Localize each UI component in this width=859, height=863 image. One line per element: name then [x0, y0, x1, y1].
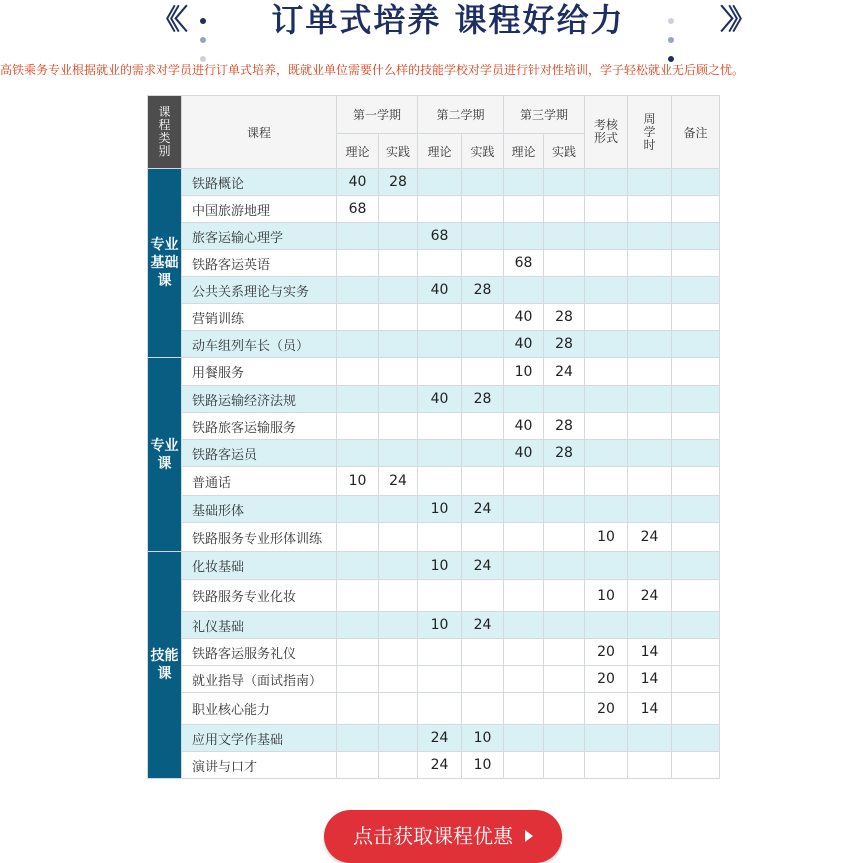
cell-t2: [418, 523, 462, 552]
cell-hours: [628, 440, 672, 467]
cell-exam: [585, 331, 628, 358]
cell-p1: [379, 639, 418, 666]
cell-t3: [504, 666, 544, 693]
cell-hours: [628, 725, 672, 752]
course-name: 铁路客运员: [182, 440, 337, 467]
cell-t1: [337, 693, 379, 725]
table-row: [148, 223, 720, 250]
cell-p2: [462, 250, 504, 277]
cell-t2: [418, 467, 462, 496]
cell-exam: [585, 304, 628, 331]
table-row: [148, 639, 720, 666]
course-name: 铁路服务专业化妆: [182, 580, 337, 612]
cell-p1: [379, 386, 418, 413]
cell-hours: [628, 196, 672, 223]
header-term-3: 第三学期: [504, 96, 585, 134]
cell-t3: [504, 725, 544, 752]
cell-p2: 28: [462, 277, 504, 304]
cell-p3: [544, 666, 585, 693]
cell-p1: [379, 250, 418, 277]
cell-exam: [585, 196, 628, 223]
table-row: [148, 250, 720, 277]
cell-remark: [672, 304, 720, 331]
table-row: [148, 196, 720, 223]
cell-remark: [672, 580, 720, 612]
table-row: [148, 552, 720, 580]
cell-t1: [337, 639, 379, 666]
cell-p3: [544, 496, 585, 523]
cell-p1: [379, 413, 418, 440]
cell-p1: [379, 358, 418, 386]
get-course-discount-button[interactable]: [324, 810, 562, 863]
cell-p1: [379, 580, 418, 612]
table-row: [148, 304, 720, 331]
cell-p2: 10: [462, 752, 504, 779]
cell-p1: [379, 523, 418, 552]
cell-exam: [585, 223, 628, 250]
cell-p2: [462, 331, 504, 358]
cell-p3: [544, 250, 585, 277]
cell-p2: [462, 358, 504, 386]
course-name: 普通话: [182, 467, 337, 496]
cell-remark: [672, 693, 720, 725]
cell-hours: [628, 552, 672, 580]
cell-t1: [337, 331, 379, 358]
cell-p3: [544, 467, 585, 496]
cell-remark: [672, 552, 720, 580]
cell-p1: [379, 223, 418, 250]
cell-exam: 10: [585, 523, 628, 552]
cell-t1: [337, 250, 379, 277]
category-cell: 专业基础课: [148, 169, 182, 358]
cell-hours: [628, 386, 672, 413]
course-name: 应用文学作基础: [182, 725, 337, 752]
cell-remark: [672, 250, 720, 277]
cell-t1: [337, 666, 379, 693]
cell-t3: [504, 386, 544, 413]
cell-p3: 28: [544, 413, 585, 440]
cell-p3: [544, 752, 585, 779]
table-row: [148, 358, 720, 386]
cell-remark: [672, 467, 720, 496]
cell-hours: [628, 612, 672, 639]
double-chevron-right-icon: 〉》: [720, 3, 751, 36]
cell-p3: [544, 196, 585, 223]
cell-remark: [672, 169, 720, 196]
course-name: 基础形体: [182, 496, 337, 523]
cell-remark: [672, 223, 720, 250]
cell-t3: 10: [504, 358, 544, 386]
header-practice: 实践: [544, 134, 585, 169]
cell-t2: [418, 250, 462, 277]
cell-hours: [628, 496, 672, 523]
cell-t1: [337, 358, 379, 386]
cell-exam: [585, 752, 628, 779]
header-term-1: 第一学期: [337, 96, 418, 134]
course-name: 就业指导（面试指南）: [182, 666, 337, 693]
cell-t3: 68: [504, 250, 544, 277]
cell-t1: [337, 440, 379, 467]
header-theory: 理论: [337, 134, 379, 169]
page-title: 订单式培养 课程好给力: [271, 1, 625, 39]
cell-t1: [337, 496, 379, 523]
cell-t2: [418, 666, 462, 693]
course-name: 铁路运输经济法规: [182, 386, 337, 413]
cell-hours: 14: [628, 639, 672, 666]
cell-t3: [504, 496, 544, 523]
cell-exam: 20: [585, 666, 628, 693]
cell-exam: 20: [585, 639, 628, 666]
course-schedule-table: [147, 95, 720, 779]
cell-t1: [337, 725, 379, 752]
cell-p2: [462, 693, 504, 725]
cell-p2: [462, 196, 504, 223]
table-row: [148, 386, 720, 413]
cell-t2: 24: [418, 725, 462, 752]
cell-t1: [337, 752, 379, 779]
cell-t2: [418, 196, 462, 223]
cell-p2: [462, 223, 504, 250]
cell-t1: [337, 523, 379, 552]
cell-t1: 40: [337, 169, 379, 196]
cell-exam: [585, 358, 628, 386]
cell-hours: [628, 752, 672, 779]
cell-p3: 24: [544, 358, 585, 386]
cell-p2: [462, 580, 504, 612]
header-exam-form: 考核 形式: [585, 96, 628, 169]
cell-p2: 24: [462, 496, 504, 523]
cell-t1: [337, 552, 379, 580]
cell-remark: [672, 496, 720, 523]
cell-t1: [337, 277, 379, 304]
cell-hours: 14: [628, 693, 672, 725]
category-cell: 专业课: [148, 358, 182, 552]
table-row: [148, 693, 720, 725]
cell-p2: 28: [462, 386, 504, 413]
cell-p3: [544, 223, 585, 250]
cell-p3: [544, 552, 585, 580]
cell-p2: 10: [462, 725, 504, 752]
cell-p3: 28: [544, 440, 585, 467]
course-name: 铁路服务专业形体训练: [182, 523, 337, 552]
header-practice: 实践: [379, 134, 418, 169]
cell-p1: 28: [379, 169, 418, 196]
cell-p1: [379, 693, 418, 725]
table-row: [148, 612, 720, 639]
cell-t2: [418, 169, 462, 196]
cell-t2: [418, 580, 462, 612]
cell-remark: [672, 358, 720, 386]
cell-p2: [462, 467, 504, 496]
cell-t2: 40: [418, 277, 462, 304]
cell-p1: [379, 666, 418, 693]
table-row: [148, 580, 720, 612]
cell-exam: [585, 250, 628, 277]
header-course: 课程: [182, 96, 337, 169]
course-name: 中国旅游地理: [182, 196, 337, 223]
cell-exam: [585, 169, 628, 196]
cell-t1: [337, 580, 379, 612]
cell-p3: [544, 725, 585, 752]
header-remark: 备注: [672, 96, 720, 169]
cell-t2: 10: [418, 552, 462, 580]
cell-t2: [418, 639, 462, 666]
table-row: [148, 440, 720, 467]
cell-p1: [379, 612, 418, 639]
cell-t3: [504, 580, 544, 612]
cell-exam: [585, 277, 628, 304]
cell-exam: [585, 440, 628, 467]
table-row: [148, 413, 720, 440]
cell-remark: [672, 612, 720, 639]
cell-exam: [585, 552, 628, 580]
cell-p3: [544, 277, 585, 304]
cell-t3: 40: [504, 304, 544, 331]
cell-t1: 10: [337, 467, 379, 496]
cell-p3: [544, 580, 585, 612]
cell-t3: [504, 223, 544, 250]
course-name: 铁路客运英语: [182, 250, 337, 277]
header-weekly-hours: 周 学 时: [628, 96, 672, 169]
cell-hours: [628, 467, 672, 496]
cell-p3: [544, 639, 585, 666]
header-category-label: 课 程 类 别: [158, 105, 171, 158]
table-row: [148, 523, 720, 552]
cell-t3: [504, 196, 544, 223]
cell-remark: [672, 639, 720, 666]
cell-exam: [585, 725, 628, 752]
cell-t1: [337, 413, 379, 440]
cell-t2: 10: [418, 612, 462, 639]
cell-p1: [379, 304, 418, 331]
cell-t2: 40: [418, 386, 462, 413]
cell-exam: [585, 612, 628, 639]
course-name: 铁路旅客运输服务: [182, 413, 337, 440]
cell-t3: 40: [504, 331, 544, 358]
cta-label: 点击获取课程优惠: [353, 824, 513, 848]
cell-remark: [672, 752, 720, 779]
cell-exam: 10: [585, 580, 628, 612]
cell-t2: [418, 413, 462, 440]
cell-t2: [418, 304, 462, 331]
cell-p3: [544, 612, 585, 639]
cell-t3: [504, 552, 544, 580]
cell-exam: [585, 386, 628, 413]
cell-hours: 24: [628, 523, 672, 552]
header-practice: 实践: [462, 134, 504, 169]
cell-p1: 24: [379, 467, 418, 496]
cell-p1: [379, 331, 418, 358]
cell-remark: [672, 196, 720, 223]
cell-exam: [585, 496, 628, 523]
cell-t3: [504, 639, 544, 666]
cell-hours: [628, 358, 672, 386]
cell-p3: [544, 693, 585, 725]
cell-p2: 24: [462, 552, 504, 580]
course-name: 化妆基础: [182, 552, 337, 580]
course-name: 礼仪基础: [182, 612, 337, 639]
header-category: [148, 96, 182, 169]
cell-t1: [337, 304, 379, 331]
cell-t3: [504, 523, 544, 552]
course-name: 公共关系理论与实务: [182, 277, 337, 304]
cell-p3: [544, 523, 585, 552]
cell-remark: [672, 725, 720, 752]
cell-p3: [544, 169, 585, 196]
cell-remark: [672, 413, 720, 440]
cell-p1: [379, 725, 418, 752]
cell-p1: [379, 440, 418, 467]
table-row: [148, 331, 720, 358]
header-theory: 理论: [504, 134, 544, 169]
cell-p3: 28: [544, 304, 585, 331]
cell-hours: [628, 413, 672, 440]
cell-hours: [628, 223, 672, 250]
cell-p3: [544, 386, 585, 413]
cell-p1: [379, 196, 418, 223]
cell-t2: 24: [418, 752, 462, 779]
course-name: 动车组列车长（员）: [182, 331, 337, 358]
course-name: 演讲与口才: [182, 752, 337, 779]
category-cell: 技能课: [148, 552, 182, 779]
table-row: [148, 277, 720, 304]
cell-hours: [628, 169, 672, 196]
course-name: 职业核心能力: [182, 693, 337, 725]
cell-t2: [418, 331, 462, 358]
table-row: [148, 666, 720, 693]
cell-t2: [418, 440, 462, 467]
course-name: 铁路客运服务礼仪: [182, 639, 337, 666]
course-name: 旅客运输心理学: [182, 223, 337, 250]
table-row: [148, 752, 720, 779]
cell-p2: [462, 440, 504, 467]
cell-p2: [462, 413, 504, 440]
cell-t1: [337, 223, 379, 250]
cell-t2: [418, 358, 462, 386]
cell-p2: [462, 169, 504, 196]
cell-hours: [628, 277, 672, 304]
cell-t2: 68: [418, 223, 462, 250]
cell-t2: [418, 693, 462, 725]
cell-p1: [379, 277, 418, 304]
table-row: [148, 169, 720, 196]
cell-t3: 40: [504, 440, 544, 467]
cell-remark: [672, 277, 720, 304]
cell-remark: [672, 666, 720, 693]
table-row: [148, 467, 720, 496]
cell-hours: 14: [628, 666, 672, 693]
cell-p2: [462, 639, 504, 666]
play-arrow-icon: [525, 830, 533, 842]
cell-exam: 20: [585, 693, 628, 725]
cell-p2: [462, 304, 504, 331]
cell-remark: [672, 331, 720, 358]
cell-t3: [504, 277, 544, 304]
table-row: [148, 725, 720, 752]
cell-p1: [379, 752, 418, 779]
page-subtitle: 高铁乘务专业根据就业的需求对学员进行订单式培养，既就业单位需要什么样的技能学校对学员进行针对性培训，学子轻松就业无后顾之忧。: [0, 63, 745, 77]
cell-exam: [585, 413, 628, 440]
course-name: 营销训练: [182, 304, 337, 331]
header-term-2: 第二学期: [418, 96, 504, 134]
table-row: [148, 496, 720, 523]
cell-t2: 10: [418, 496, 462, 523]
cell-remark: [672, 523, 720, 552]
cell-exam: [585, 467, 628, 496]
cell-t1: [337, 386, 379, 413]
cell-remark: [672, 386, 720, 413]
cell-hours: [628, 331, 672, 358]
cell-hours: [628, 250, 672, 277]
cell-p1: [379, 552, 418, 580]
cell-t1: 68: [337, 196, 379, 223]
cell-t3: 40: [504, 413, 544, 440]
cell-remark: [672, 440, 720, 467]
cell-p3: 28: [544, 331, 585, 358]
cell-p2: [462, 666, 504, 693]
cell-t1: [337, 612, 379, 639]
cell-t3: [504, 752, 544, 779]
header-theory: 理论: [418, 134, 462, 169]
cell-t3: [504, 169, 544, 196]
cell-t3: [504, 467, 544, 496]
cell-p2: 24: [462, 612, 504, 639]
header: [0, 0, 859, 44]
cell-hours: 24: [628, 580, 672, 612]
cell-p2: [462, 523, 504, 552]
cell-t3: [504, 693, 544, 725]
cell-t3: [504, 612, 544, 639]
cell-p1: [379, 496, 418, 523]
cell-hours: [628, 304, 672, 331]
course-name: 铁路概论: [182, 169, 337, 196]
double-chevron-left-icon: 《〈: [152, 3, 183, 36]
course-name: 用餐服务: [182, 358, 337, 386]
